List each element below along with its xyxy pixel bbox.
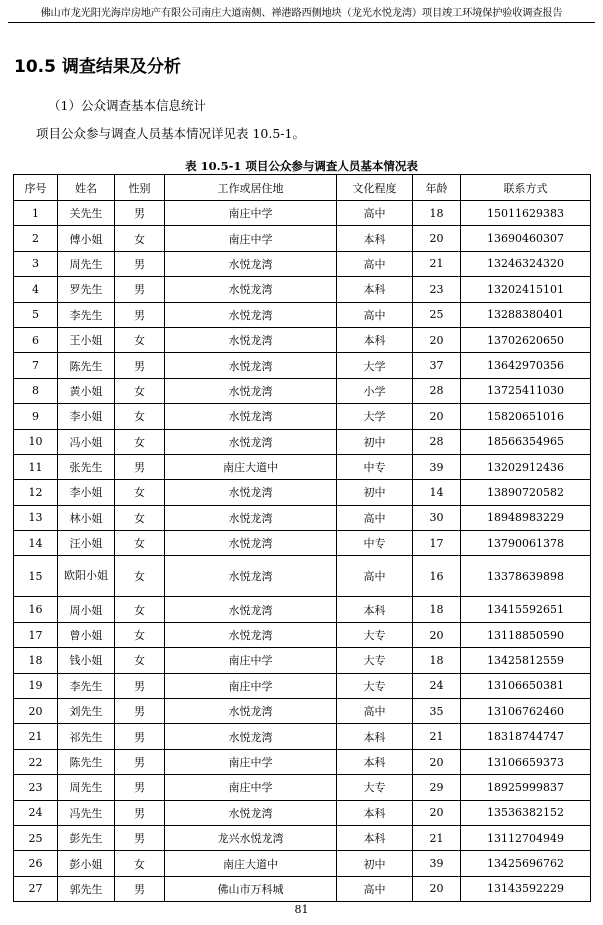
cell-education: 高中 <box>337 201 413 226</box>
cell-age: 30 <box>413 505 461 530</box>
table-row <box>14 724 591 749</box>
cell-name: 冯先生 <box>58 800 115 825</box>
cell-location: 南庄中学 <box>165 226 337 251</box>
cell-location: 水悦龙湾 <box>165 622 337 647</box>
cell-name: 李先生 <box>58 673 115 698</box>
cell-gender: 女 <box>115 597 165 622</box>
cell-age: 20 <box>413 226 461 251</box>
table-row <box>14 876 591 901</box>
cell-age: 20 <box>413 749 461 774</box>
cell-name: 罗先生 <box>58 277 115 302</box>
cell-gender: 男 <box>115 251 165 276</box>
cell-index: 7 <box>14 353 58 378</box>
cell-gender: 男 <box>115 353 165 378</box>
table-row <box>14 851 591 876</box>
cell-contact: 15011629383 <box>461 201 591 226</box>
cell-index: 21 <box>14 724 58 749</box>
cell-name: 周先生 <box>58 775 115 800</box>
cell-contact: 13118850590 <box>461 622 591 647</box>
cell-location: 水悦龙湾 <box>165 327 337 352</box>
cell-name: 陈先生 <box>58 353 115 378</box>
cell-name: 林小姐 <box>58 505 115 530</box>
cell-contact: 13112704949 <box>461 825 591 850</box>
cell-gender: 男 <box>115 201 165 226</box>
cell-index: 25 <box>14 825 58 850</box>
cell-name: 李小姐 <box>58 480 115 505</box>
cell-name: 祁先生 <box>58 724 115 749</box>
cell-contact: 18566354965 <box>461 429 591 454</box>
cell-age: 20 <box>413 327 461 352</box>
cell-name: 黄小姐 <box>58 378 115 403</box>
table-row <box>14 505 591 530</box>
cell-location: 水悦龙湾 <box>165 531 337 556</box>
cell-age: 28 <box>413 378 461 403</box>
cell-contact: 13106659373 <box>461 749 591 774</box>
cell-contact: 13415592651 <box>461 597 591 622</box>
cell-contact: 13536382152 <box>461 800 591 825</box>
cell-location: 南庄中学 <box>165 648 337 673</box>
cell-name: 关先生 <box>58 201 115 226</box>
cell-education: 本科 <box>337 597 413 622</box>
cell-gender: 女 <box>115 378 165 403</box>
col-header-name: 姓名 <box>58 175 115 201</box>
cell-gender: 男 <box>115 876 165 901</box>
cell-education: 大专 <box>337 775 413 800</box>
cell-index: 11 <box>14 454 58 479</box>
cell-location: 南庄中学 <box>165 201 337 226</box>
cell-name: 李先生 <box>58 302 115 327</box>
cell-location: 水悦龙湾 <box>165 724 337 749</box>
cell-index: 26 <box>14 851 58 876</box>
cell-age: 20 <box>413 876 461 901</box>
cell-education: 大学 <box>337 353 413 378</box>
table-header-row <box>14 175 591 201</box>
table-caption: 表 10.5-1 项目公众参与调查人员基本情况表 <box>185 159 418 173</box>
cell-contact: 13106762460 <box>461 699 591 724</box>
cell-education: 大专 <box>337 622 413 647</box>
cell-index: 18 <box>14 648 58 673</box>
cell-education: 初中 <box>337 429 413 454</box>
cell-name: 李小姐 <box>58 404 115 429</box>
cell-age: 14 <box>413 480 461 505</box>
intro-paragraph: 项目公众参与调查人员基本情况详见表 10.5-1。 <box>36 126 305 141</box>
cell-gender: 男 <box>115 699 165 724</box>
col-header-index: 序号 <box>14 175 58 201</box>
cell-name: 彭先生 <box>58 825 115 850</box>
cell-index: 6 <box>14 327 58 352</box>
table-row <box>14 597 591 622</box>
cell-gender: 男 <box>115 454 165 479</box>
cell-index: 10 <box>14 429 58 454</box>
table-row <box>14 800 591 825</box>
cell-education: 初中 <box>337 851 413 876</box>
cell-index: 27 <box>14 876 58 901</box>
cell-contact: 13378639898 <box>461 556 591 597</box>
cell-contact: 13246324320 <box>461 251 591 276</box>
cell-location: 水悦龙湾 <box>165 429 337 454</box>
cell-index: 13 <box>14 505 58 530</box>
cell-location: 水悦龙湾 <box>165 404 337 429</box>
cell-location: 南庄中学 <box>165 749 337 774</box>
cell-education: 高中 <box>337 302 413 327</box>
table-row <box>14 353 591 378</box>
cell-contact: 15820651016 <box>461 404 591 429</box>
cell-name: 郭先生 <box>58 876 115 901</box>
cell-age: 39 <box>413 851 461 876</box>
cell-education: 高中 <box>337 699 413 724</box>
cell-index: 8 <box>14 378 58 403</box>
cell-education: 大学 <box>337 404 413 429</box>
table-row <box>14 404 591 429</box>
cell-gender: 男 <box>115 302 165 327</box>
table-row <box>14 480 591 505</box>
cell-age: 20 <box>413 622 461 647</box>
cell-name: 周先生 <box>58 251 115 276</box>
cell-age: 25 <box>413 302 461 327</box>
table-row <box>14 302 591 327</box>
cell-age: 20 <box>413 800 461 825</box>
cell-gender: 女 <box>115 622 165 647</box>
cell-name: 陈先生 <box>58 749 115 774</box>
cell-age: 18 <box>413 648 461 673</box>
cell-gender: 女 <box>115 648 165 673</box>
cell-location: 水悦龙湾 <box>165 378 337 403</box>
cell-index: 12 <box>14 480 58 505</box>
table-row <box>14 251 591 276</box>
cell-index: 22 <box>14 749 58 774</box>
cell-location: 南庄中学 <box>165 673 337 698</box>
cell-location: 佛山市万科城 <box>165 876 337 901</box>
header-rule <box>8 22 595 23</box>
cell-location: 水悦龙湾 <box>165 302 337 327</box>
section-title: 10.5 调查结果及分析 <box>14 57 181 77</box>
cell-contact: 13202415101 <box>461 277 591 302</box>
cell-gender: 男 <box>115 724 165 749</box>
cell-location: 水悦龙湾 <box>165 597 337 622</box>
cell-age: 20 <box>413 404 461 429</box>
col-header-education: 文化程度 <box>337 175 413 201</box>
cell-education: 高中 <box>337 556 413 597</box>
table-row <box>14 673 591 698</box>
cell-gender: 女 <box>115 404 165 429</box>
cell-contact: 13288380401 <box>461 302 591 327</box>
cell-gender: 女 <box>115 480 165 505</box>
cell-age: 16 <box>413 556 461 597</box>
col-header-age: 年龄 <box>413 175 461 201</box>
table-row <box>14 226 591 251</box>
cell-location: 水悦龙湾 <box>165 277 337 302</box>
cell-location: 水悦龙湾 <box>165 556 337 597</box>
cell-gender: 女 <box>115 505 165 530</box>
page-number: 81 <box>294 903 309 916</box>
table-row <box>14 699 591 724</box>
cell-name: 傅小姐 <box>58 226 115 251</box>
cell-gender: 女 <box>115 556 165 597</box>
cell-index: 2 <box>14 226 58 251</box>
cell-index: 23 <box>14 775 58 800</box>
cell-education: 中专 <box>337 454 413 479</box>
cell-location: 水悦龙湾 <box>165 699 337 724</box>
cell-location: 水悦龙湾 <box>165 353 337 378</box>
col-header-gender: 性别 <box>115 175 165 201</box>
table-row <box>14 277 591 302</box>
cell-contact: 13143592229 <box>461 876 591 901</box>
cell-contact: 13702620650 <box>461 327 591 352</box>
cell-gender: 男 <box>115 673 165 698</box>
cell-index: 17 <box>14 622 58 647</box>
cell-contact: 13725411030 <box>461 378 591 403</box>
cell-index: 14 <box>14 531 58 556</box>
cell-education: 本科 <box>337 327 413 352</box>
cell-index: 9 <box>14 404 58 429</box>
cell-education: 高中 <box>337 505 413 530</box>
cell-age: 18 <box>413 201 461 226</box>
cell-location: 水悦龙湾 <box>165 480 337 505</box>
cell-name: 钱小姐 <box>58 648 115 673</box>
cell-location: 南庄大道中 <box>165 454 337 479</box>
cell-location: 水悦龙湾 <box>165 505 337 530</box>
cell-name: 王小姐 <box>58 327 115 352</box>
cell-index: 3 <box>14 251 58 276</box>
cell-gender: 女 <box>115 531 165 556</box>
cell-education: 本科 <box>337 800 413 825</box>
cell-age: 24 <box>413 673 461 698</box>
cell-contact: 13890720582 <box>461 480 591 505</box>
cell-index: 15 <box>14 556 58 597</box>
cell-age: 21 <box>413 825 461 850</box>
cell-contact: 13690460307 <box>461 226 591 251</box>
cell-gender: 男 <box>115 749 165 774</box>
cell-name: 彭小姐 <box>58 851 115 876</box>
table-row <box>14 556 591 597</box>
cell-age: 17 <box>413 531 461 556</box>
cell-age: 29 <box>413 775 461 800</box>
cell-name: 冯小姐 <box>58 429 115 454</box>
cell-education: 本科 <box>337 825 413 850</box>
cell-age: 23 <box>413 277 461 302</box>
cell-education: 高中 <box>337 251 413 276</box>
cell-gender: 男 <box>115 825 165 850</box>
survey-participants-table <box>13 174 591 902</box>
cell-index: 19 <box>14 673 58 698</box>
cell-gender: 男 <box>115 277 165 302</box>
cell-index: 4 <box>14 277 58 302</box>
cell-location: 龙兴水悦龙湾 <box>165 825 337 850</box>
cell-contact: 13106650381 <box>461 673 591 698</box>
cell-contact: 13202912436 <box>461 454 591 479</box>
table-row <box>14 622 591 647</box>
cell-index: 5 <box>14 302 58 327</box>
table-row <box>14 429 591 454</box>
col-header-contact: 联系方式 <box>461 175 591 201</box>
cell-contact: 13425812559 <box>461 648 591 673</box>
cell-index: 20 <box>14 699 58 724</box>
cell-education: 本科 <box>337 724 413 749</box>
table-row <box>14 531 591 556</box>
cell-contact: 18925999837 <box>461 775 591 800</box>
cell-name: 周小姐 <box>58 597 115 622</box>
cell-name: 汪小姐 <box>58 531 115 556</box>
cell-age: 35 <box>413 699 461 724</box>
cell-location: 水悦龙湾 <box>165 800 337 825</box>
cell-contact: 13425696762 <box>461 851 591 876</box>
table-row <box>14 327 591 352</box>
table-row <box>14 825 591 850</box>
cell-education: 本科 <box>337 277 413 302</box>
cell-gender: 男 <box>115 800 165 825</box>
cell-contact: 13642970356 <box>461 353 591 378</box>
cell-index: 1 <box>14 201 58 226</box>
cell-education: 初中 <box>337 480 413 505</box>
cell-age: 18 <box>413 597 461 622</box>
cell-gender: 女 <box>115 851 165 876</box>
cell-gender: 女 <box>115 429 165 454</box>
cell-age: 21 <box>413 251 461 276</box>
cell-education: 小学 <box>337 378 413 403</box>
table-row <box>14 378 591 403</box>
cell-gender: 女 <box>115 226 165 251</box>
cell-age: 28 <box>413 429 461 454</box>
cell-name: 刘先生 <box>58 699 115 724</box>
cell-location: 南庄中学 <box>165 775 337 800</box>
subsection-title: （1）公众调查基本信息统计 <box>48 98 206 113</box>
running-header: 佛山市龙光阳光海岸房地产有限公司南庄大道南侧、禅港路西侧地块（龙光水悦龙湾）项目竣工环境保护验收调查报告 <box>40 8 563 19</box>
cell-gender: 女 <box>115 327 165 352</box>
cell-index: 24 <box>14 800 58 825</box>
cell-education: 高中 <box>337 876 413 901</box>
table-row <box>14 454 591 479</box>
col-header-location: 工作或居住地 <box>165 175 337 201</box>
cell-age: 37 <box>413 353 461 378</box>
cell-name: 曾小姐 <box>58 622 115 647</box>
cell-education: 大专 <box>337 673 413 698</box>
cell-age: 39 <box>413 454 461 479</box>
cell-contact: 18948983229 <box>461 505 591 530</box>
cell-gender: 男 <box>115 775 165 800</box>
table-row <box>14 749 591 774</box>
cell-education: 大专 <box>337 648 413 673</box>
cell-education: 本科 <box>337 226 413 251</box>
cell-education: 本科 <box>337 749 413 774</box>
cell-location: 水悦龙湾 <box>165 251 337 276</box>
cell-contact: 13790061378 <box>461 531 591 556</box>
table-row <box>14 648 591 673</box>
cell-age: 21 <box>413 724 461 749</box>
cell-contact: 18318744747 <box>461 724 591 749</box>
cell-name: 张先生 <box>58 454 115 479</box>
cell-location: 南庄大道中 <box>165 851 337 876</box>
cell-name: 欧阳小姐 <box>58 556 115 597</box>
cell-index: 16 <box>14 597 58 622</box>
table-row <box>14 201 591 226</box>
cell-education: 中专 <box>337 531 413 556</box>
table-row <box>14 775 591 800</box>
